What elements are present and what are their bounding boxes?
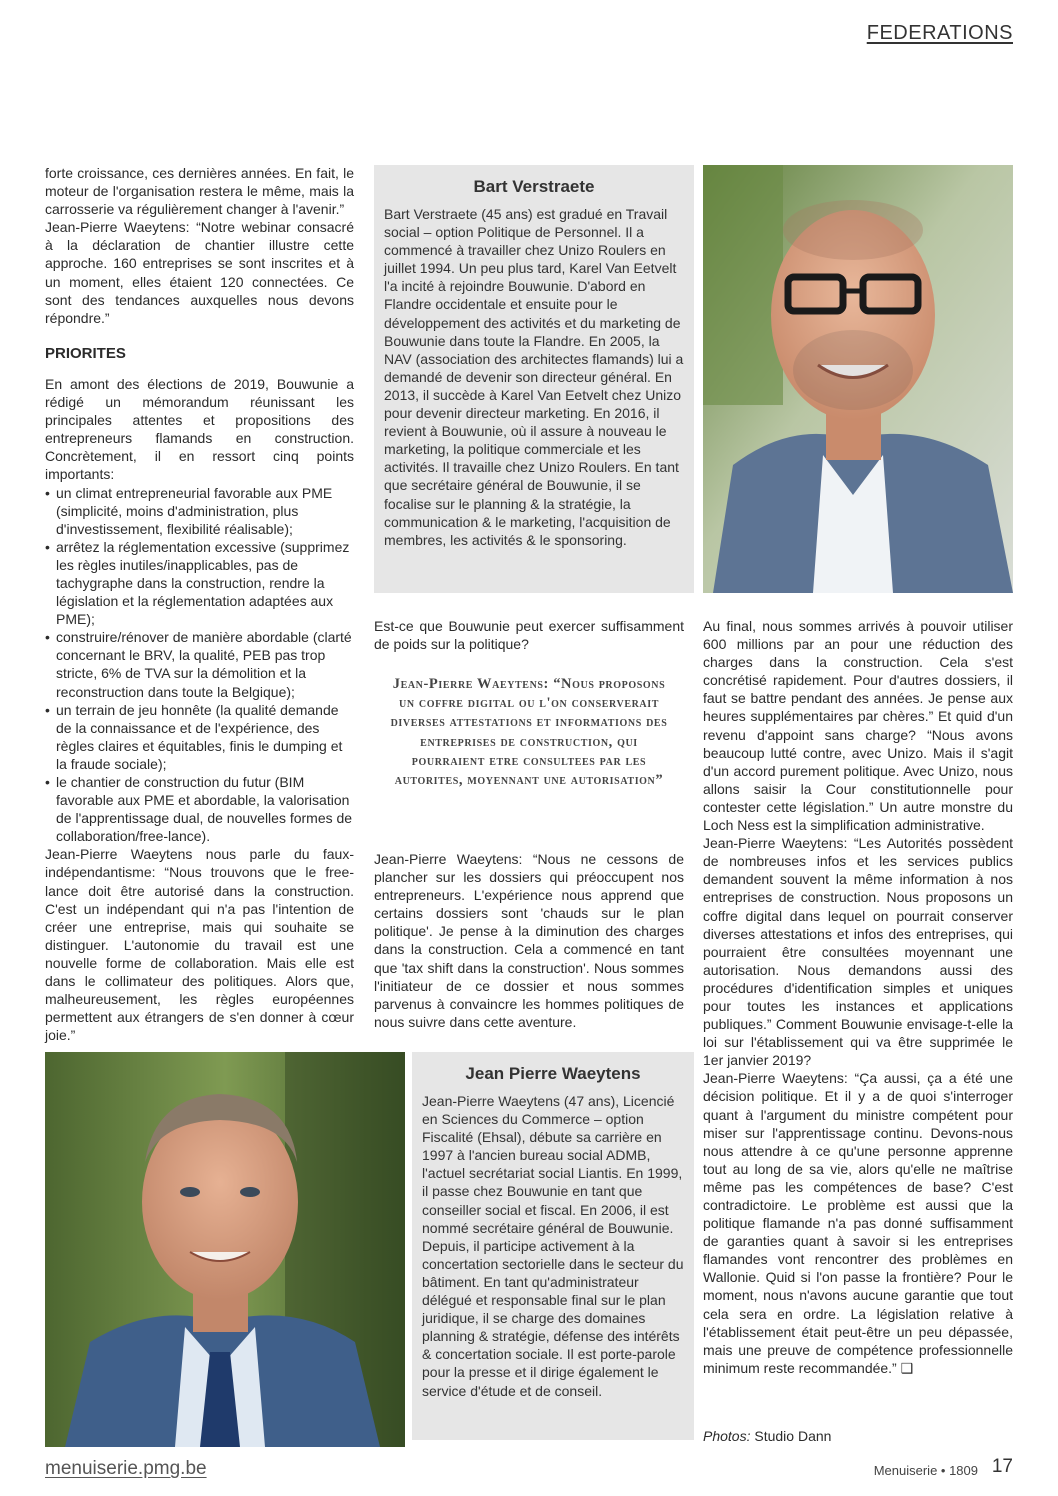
credit-label: Photos: xyxy=(703,1428,751,1444)
footer-magazine-issue: Menuiserie • 1809 xyxy=(873,1463,978,1478)
pull-quote: Jean-Pierre Waeytens: “Nous proposons un coffre digital ou l'on conserverait diverses attestations et informations des entreprises de construction, qui pourraient etre consultees par les autorites, moyennant une autorisation” xyxy=(390,676,668,789)
credit-value: Studio Dann xyxy=(754,1428,832,1444)
page-number: 17 xyxy=(991,1456,1013,1477)
column-3 xyxy=(703,617,1013,1377)
list-item: • arrêtez la réglementation excessive (supprimez les règles inutiles/inapplicables, pas de tachygraphe dans la construction, rendre la législation et la réglementation adaptées aux PME); xyxy=(45,538,354,628)
paragraph: Jean-Pierre Waeytens: “Les Autorités possèdent de nombreuses infos et les services publics demandent souvent la même information à nos entreprises de construction. Nous proposons un coffre digital dans lequel on pourrait conserver diverses attestations et infos des entreprises, qui pourraient être consultées moyennant une autorisation. Nous demandons aussi des procédures d'identification simples et uniques pour toutes les instances et applications publiques.” Comment Bouwunie envisage-t-elle la loi sur l'établissement qui va être supprimée le 1er janvier 2019? xyxy=(703,835,1013,1069)
bio-text: Jean-Pierre Waeytens (47 ans), Licencié en Sciences du Commerce – option Fiscalité (Ehsal), débute sa carrière en 1997 à l'ancien bureau social ADMB, l'actuel secrétariat social Liantis. En 1999, il passe chez Bouwunie en tant que conseiller social et fiscal. En 2006, il est nommé secrétaire général de Bouwunie. Depuis, il participe activement à la concertation sectorielle dans le secteur du bâtiment. En tant qu'administrateur délégué et responsable final sur le plan juridique, il se charge des domaines planning & stratégie, défense des intérêts & concertation sociale. Il est porte-parole pour la presse et il dirige également le service d'étude et de conseil. xyxy=(422,1093,684,1399)
paragraph: En amont des élections de 2019, Bouwunie a rédigé un mémorandum réunissant les principales attentes et propositions des entrepreneurs flamands en construction. Concrètement, il en ressort cinq points importants: xyxy=(45,375,354,483)
paragraph: Jean-Pierre Waeytens: “Notre webinar consacré à la déclaration de chantier illustre cette approche. 160 entreprises se sont inscrites et à un moment, elles étaient 120 connectées. Ce sont des tendances auxquelles nous devons répondre.” xyxy=(45,219,354,326)
photo-credit xyxy=(703,1428,831,1444)
list-item: • un terrain de jeu honnête (la qualité demande de la connaissance et de l'expérience, des règles claires et équitables, finis le dumping et la fraude sociale); xyxy=(45,701,354,773)
portrait-photo-jean-pierre xyxy=(45,1052,405,1447)
bio-text: Bart Verstraete (45 ans) est gradué en Travail social – option Politique de Personnel. Il a commencé à travailler chez Unizo Roulers en juillet 1994. Un peu plus tard, Karel Van Eetvelt l'a incité à rejoindre Bouwunie. D'abord en Flandre occidentale et ensuite pour le développement des activités et du marketing de Bouwunie dans toute la Flandre. En 2005, la NAV (association des architectes flamands) lui a demandé de devenir son directeur général. En 2013, il succède à Karel Van Eetvelt chez Unizo pour devenir directeur marketing. En 2016, il revient à Bouwunie, où il assure à nouveau le marketing, la politique commerciale et les activités. Il travaille chez Unizo Roulers. En tant que secrétaire général de Bouwunie, il se focalise sur le planning & la stratégie, la communication & le marketing, l'acquisition de membres, les activités & le sponsoring. xyxy=(384,206,684,548)
bio-box-jean-pierre xyxy=(412,1052,694,1440)
bio-title: Bart Verstraete xyxy=(473,177,595,196)
list-item: • construire/rénover de manière abordable (clarté concernant le BRV, la qualité, PEB pas trop stricte, 6% de TVA sur la démolition et la reconstruction dans toute la Belgique); xyxy=(45,628,354,700)
footer-website-link[interactable]: menuiserie.pmg.be xyxy=(45,1458,207,1479)
list-item: • un climat entrepreneurial favorable aux PME (simplicité, moins d'administration, plus d'investissement, flexibilité réalisable); xyxy=(45,484,354,538)
paragraph: forte croissance, ces dernières années. En fait, le moteur de l'organisation restera le même, mais la carrosserie va régulièrement changer à l'avenir.” xyxy=(45,165,354,218)
portrait-photo-bart xyxy=(703,165,1013,593)
paragraph: Jean-Pierre Waeytens: “Nous ne cessons de plancher sur les dossiers qui préoccupent nos entrepreneurs. L'expérience nous apprend que certains dossiers sont 'chauds sur le plan politique'. Je pense à la diminution des charges dans la construction. Cela a commencé en tant que 'tax shift dans la construction'. Nous sommes l'initiateur de ce dossier et nous sommes parvenus à convaincre les hommes politiques de nous suivre dans cette aventure. xyxy=(374,851,684,1030)
paragraph: Jean-Pierre Waeytens nous parle du faux-indépendantisme: “Nous trouvons que le free-lance doit être autorisé dans la construction. C'est un indépendant qui n'a pas l'intention de créer une entreprise, mais qui souhaite se distinguer. L'autonomie du travail est une nouvelle forme de collaboration. Mais elle est dans le collimateur des politiques. Alors que, malheureusement, les règles européennes permettent aux étrangers de s'en donner à cœur joie.” xyxy=(45,846,354,1044)
question-paragraph: Est-ce que Bouwunie peut exercer suffisamment de poids sur la politique? xyxy=(374,618,684,653)
column-1 xyxy=(45,164,354,1044)
section-title: FEDERATIONS xyxy=(866,22,1013,44)
bio-title: Jean Pierre Waeytens xyxy=(465,1064,641,1083)
column-2-answer xyxy=(374,850,684,1031)
section-heading: PRIORITES xyxy=(45,344,126,362)
column-2 xyxy=(374,617,684,653)
bio-box-bart xyxy=(374,165,694,593)
paragraph: Au final, nous sommes arrivés à pouvoir utiliser 600 millions par an pour une réduction des charges dans la construction. Cela s'est concrétisé rapidement. Pour d'autres dossiers, il faut se battre pendant des années. Je pense aux heures supplémentaires par chères.” Et quid d'un revenu d'appoint sans charge? “Nous avons beaucoup lutté contre, avec Unizo. Mais il s'agit d'un accord purement politique. Avec Unizo, nous allons saisir la Cour constitutionnelle pour contester cette législation.” Un autre monstre du Loch Ness est la simplification administrative. xyxy=(703,618,1013,834)
paragraph: Jean-Pierre Waeytens: “Ça aussi, ça a été une décision politique. Et il y a de quoi s'interroger quant à l'argument du ministre compétent pour miser sur l'apprentissage continu. Devons-nous nous attendre à ce qu'une personne apprenne tout au long de sa vie, alors qu'elle ne maîtrise même pas les compétences de base? C'est contradictoire. Le problème est aussi que la politique flamande n'a pas donné suffisamment de garanties quant à savoir si les entreprises flamandes vont rencontrer des problèmes en Wallonie. Quid si l'on passe la frontière? Pour le moment, nous n'avons aucune garantie que tout cela sera en ordre. La législation relative à l'établissement était peut-être un peu dépassée, mais une preuve de compétence professionnelle minimum reste recommandée.” ❑ xyxy=(703,1070,1013,1376)
bullet-list xyxy=(45,484,354,846)
list-item: • le chantier de construction du futur (BIM favorable aux PME et abordable, la valorisation de l'apprentissage dual, de nouvelles formes de collaboration/free-lance). xyxy=(45,773,354,845)
